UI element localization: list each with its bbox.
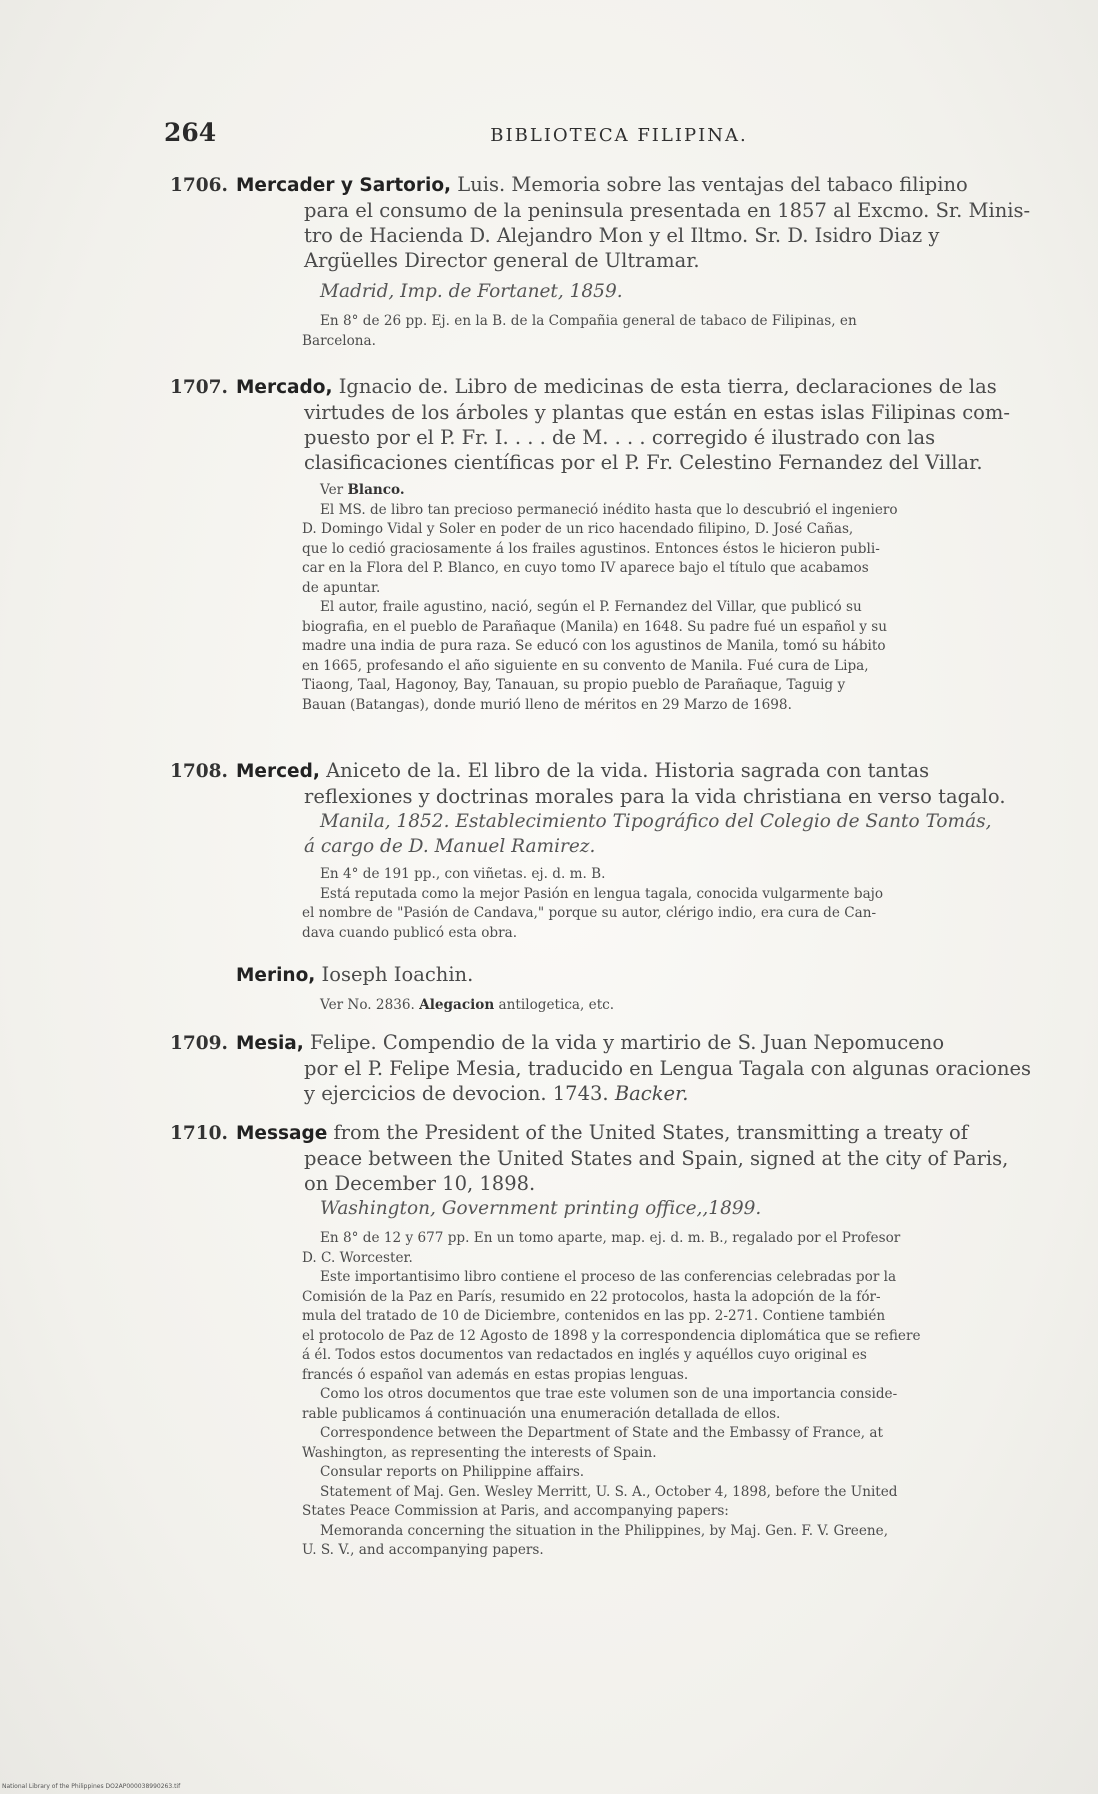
entry-1708: 1708. Merced, Aniceto de la. El libro de la vida. Historia sagrada con tantas reflexiones y doctrinas morales para la vida christiana en verso tagalo. Manila, 1852. Establecimiento Tipográfico del Colegio de Santo Tomás, á cargo de D. Manuel Ramirez. En 4° de 191 pp., con viñetas. ej. d. m. B. Está reputada como la mejor Pasión en lengua tagala, conocida vulgarmente bajo el nombre de "Pasión de Candava," porque su autor, clérigo indio, era cura de Can- dava cuando publicó esta obra. — [170, 758, 1032, 943]
entry-1709: 1709. Mesia, Felipe. Compendio de la vida y martirio de S. Juan Nepomuceno por el P. Felipe Mesia, traducido en Lengua Tagala con algunas oraciones y ejercicios de devocion. 1743. Backer. — [170, 1031, 1032, 1105]
entry-imprint: Washington, Government printing office,,1899. — [320, 1198, 762, 1219]
entry-author: Mesia, — [236, 1033, 304, 1054]
page-number: 264 — [164, 118, 217, 147]
running-title: BIBLIOTECA FILIPINA. — [490, 125, 748, 146]
entry-number: 1709. — [170, 1033, 228, 1054]
entry-1710: 1710. Message from the President of the United States, transmitting a treaty of peace between the United States and Spain, signed at the city of Paris, on December 10, 1898. Washington, Government printing office,,1899. En 8° de 12 y 677 pp. En un tomo aparte, map. ej. d. m. B., regalado por el Profesor D. C. Worcester. Este importantisimo libro contiene el proceso de las conferencias celebradas por la Comisión de la Paz en París, resumido en 22 protocolos, hasta la adopción de la fór- mula del tratado de 10 de Diciembre, contenidos en las pp. 2-271. Contiene también el protocolo de Paz de 12 Agosto de 1898 y la correspondencia diplomática que se refiere á él. Todos estos documentos van redactados en inglés y aquéllos cuyo original es francés ó español van además en estas propias lenguas. Como los otros documentos que trae este volumen son de una importancia conside- rable publicamos á continuación una enumeración detallada de ellos. Correspondence between the Department of State and the Embassy of France, at Washington, as representing the interests of Spain. Consular reports on Philippine affairs. Statement of Maj. Gen. Wesley Merritt, U. S. A., October 4, 1898, before the United States Peace Commission at Paris, and accompanying papers: Memoranda concerning the situation in the Philippines, by Maj. Gen. F. V. Greene, U. S. V., and accompanying papers. — [170, 1120, 1032, 1561]
entry-number: 1710. — [170, 1123, 228, 1144]
entry-1707: 1707. Mercado, Ignacio de. Libro de medicinas de esta tierra, declaraciones de las virtudes de los árboles y plantas que están en estas islas Filipinas com- puesto por el P. Fr. I. . . . de M. . . . corregido é ilustrado con las clasificaciones científicas por el P. Fr. Celestino Fernandez del Villar. Ver Blanco. El MS. de libro tan precioso permaneció inédito hasta que lo descubrió el ingeniero D. Domingo Vidal y Soler en poder de un rico hacendado filipino, D. José Cañas, que lo cedió graciosamente á los frailes agustinos. Entonces éstos le hicieron publi- car en la Flora del P. Blanco, en cuyo tomo IV aparece bajo el título que acabamos de apuntar. El autor, fraile agustino, nació, según el P. Fernandez del Villar, que publicó su biografia, en el pueblo de Parañaque (Manila) en 1648. Su padre fué un español y su madre una india de pura raza. Se educó con los agustinos de Manila, tomó su hábito en 1665, profesando el año siguiente en su convento de Manila. Fué cura de Lipa, Tiaong, Taal, Hagonoy, Bay, Tanauan, su propio pueblo de Parañaque, Taguig y Bauan (Batangas), donde murió lleno de méritos en 29 Marzo de 1698. — [170, 375, 1010, 713]
entry-imprint: Manila, 1852. Establecimiento Tipográfico del Colegio de Santo Tomás, — [320, 811, 992, 832]
entry-number: 1706. — [170, 175, 228, 196]
entry-author: Mercader y Sartorio, — [236, 175, 452, 196]
entry-1706: 1706. Mercader y Sartorio, Luis. Memoria sobre las ventajas del tabaco filipino para el consumo de la peninsula presentada en 1857 al Excmo. Sr. Minis- tro de Hacienda D. Alejandro Mon y el Iltmo. Sr. D. Isidro Diaz y Argüelles Director general de Ultramar. Madrid, Imp. de Fortanet, 1859. En 8° de 26 pp. Ej. en la B. de la Compañia general de tabaco de Filipinas, en Barcelona. — [170, 173, 1031, 349]
entry-number: 1708. — [170, 761, 228, 782]
entry-merino: Merino, Ioseph Ioachin. Ver No. 2836. Alegacion antilogetica, etc. — [236, 963, 615, 1013]
entry-author: Merced, — [236, 761, 320, 782]
scan-footer: National Library of the Philippines DO2AP000038990263.tif — [2, 1783, 181, 1790]
entry-imprint: Madrid, Imp. de Fortanet, 1859. — [320, 281, 623, 302]
entry-author: Merino, — [236, 965, 316, 986]
page-header — [164, 118, 1044, 147]
entry-author: Mercado, — [236, 377, 333, 398]
entry-author: Message — [236, 1123, 328, 1144]
entry-number: 1707. — [170, 377, 228, 398]
